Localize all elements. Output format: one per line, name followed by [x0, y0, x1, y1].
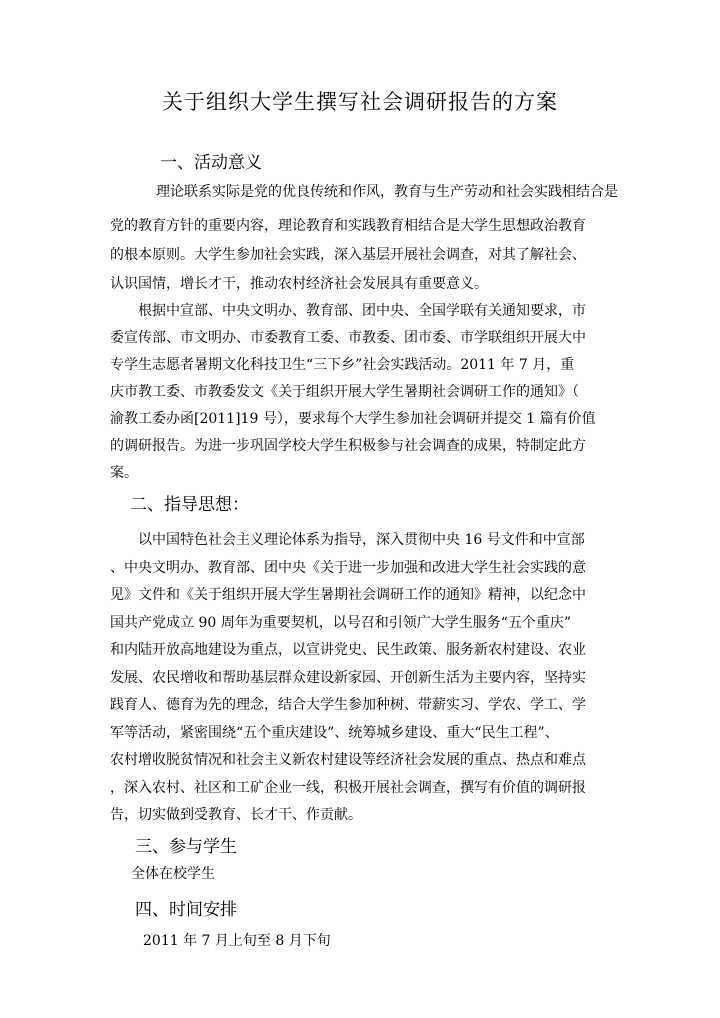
paragraph-line: 委宣传部、市文明办、市委教育工委、市教委、团市委、市学联组织开展大中 — [110, 330, 586, 346]
paragraph-line: 的根本原则。大学生参加社会实践，深入基层开展社会调查，对其了解社会、 — [110, 247, 586, 263]
paragraph-line: 党的教育方针的重要内容，理论教育和实践教育相结合是大学生思想政治教育 — [110, 218, 586, 234]
paragraph-line: 告，切实做到受教育、长才干、作贡献。 — [110, 807, 362, 823]
paragraph-line: 和内陆开放高地建设为重点，以宣讲党史、民生政策、服务新农村建设、农业 — [110, 642, 586, 658]
paragraph-line: 庆市教工委、市教委发文《关于组织开展大学生暑期社会调研工作的通知》（ — [110, 384, 579, 400]
paragraph-line: ，深入农村、社区和工矿企业一线，积极开展社会调查，撰写有价值的调研报 — [110, 779, 586, 796]
paragraph-line: 案。 — [110, 465, 138, 481]
section-2-paragraph-1 — [110, 527, 620, 830]
paragraph-line: 理论联系实际是党的优良传统和作风，教育与生产劳动和社会实践相结合是 — [156, 184, 618, 200]
section-heading-3: 三、参与学生 — [135, 837, 237, 857]
paragraph-line: 见》文件和《关于组织开展大学生暑期社会调研工作的通知》精神，以纪念中 — [110, 587, 586, 603]
paragraph-line: 以中国特色社会主义理论体系为指导，深入贯彻中央 16 号文件和中宣部 — [138, 532, 585, 548]
paragraph-line: 的调研报告。为进一步巩固学校大学生积极参与社会调查的成果，特制定此方 — [110, 438, 586, 454]
paragraph-line: 专学生志愿者暑期文化科技卫生“三下乡”社会实践活动。2011 年 7 月，重 — [110, 357, 575, 373]
section-heading-1: 一、活动意义 — [160, 153, 262, 173]
section-1-paragraph-1 — [110, 178, 620, 299]
paragraph-line: 践育人、德育为先的理念，结合大学生参加种树、带薪实习、学农、学工、学 — [110, 697, 586, 713]
section-heading-4: 四、时间安排 — [135, 900, 237, 920]
paragraph-line: 军等活动，紧密围绕“五个重庆建设”、统筹城乡建设、重大“民生工程”、 — [110, 724, 559, 741]
paragraph-line: 、中央文明办、教育部、团中央《关于进一步加强和改进大学生社会实践的意 — [110, 559, 586, 576]
schedule-text: 2011 年 7 月上旬至 8 月下旬 — [143, 933, 331, 949]
paragraph-line: 根据中宣部、中央文明办、教育部、团中央、全国学联有关通知要求，市 — [138, 303, 586, 319]
paragraph-line: 农村增收脱贫情况和社会主义新农村建设等经济社会发展的重点、热点和难点 — [110, 752, 586, 768]
participants-text: 全体在校学生 — [131, 866, 215, 882]
document-title: 关于组织大学生撰写社会调研报告的方案 — [162, 90, 558, 114]
section-heading-2: 二、指导思想： — [130, 495, 249, 515]
paragraph-line: 国共产党成立 90 周年为重要契机，以号召和引领广大学生服务“五个重庆” — [110, 614, 572, 631]
paragraph-line: 发展、农民增收和帮助基层群众建设新家园、开创新生活为主要内容，坚持实 — [110, 669, 586, 686]
paragraph-line: 渝教工委办函[2011]19 号），要求每个大学生参加社会调研并提交 1 篇有价值 — [110, 411, 596, 427]
section-1-paragraph-2 — [110, 298, 620, 487]
paragraph-line: 认识国情，增长才干，推动农村经济社会发展具有重要意义。 — [110, 276, 488, 292]
